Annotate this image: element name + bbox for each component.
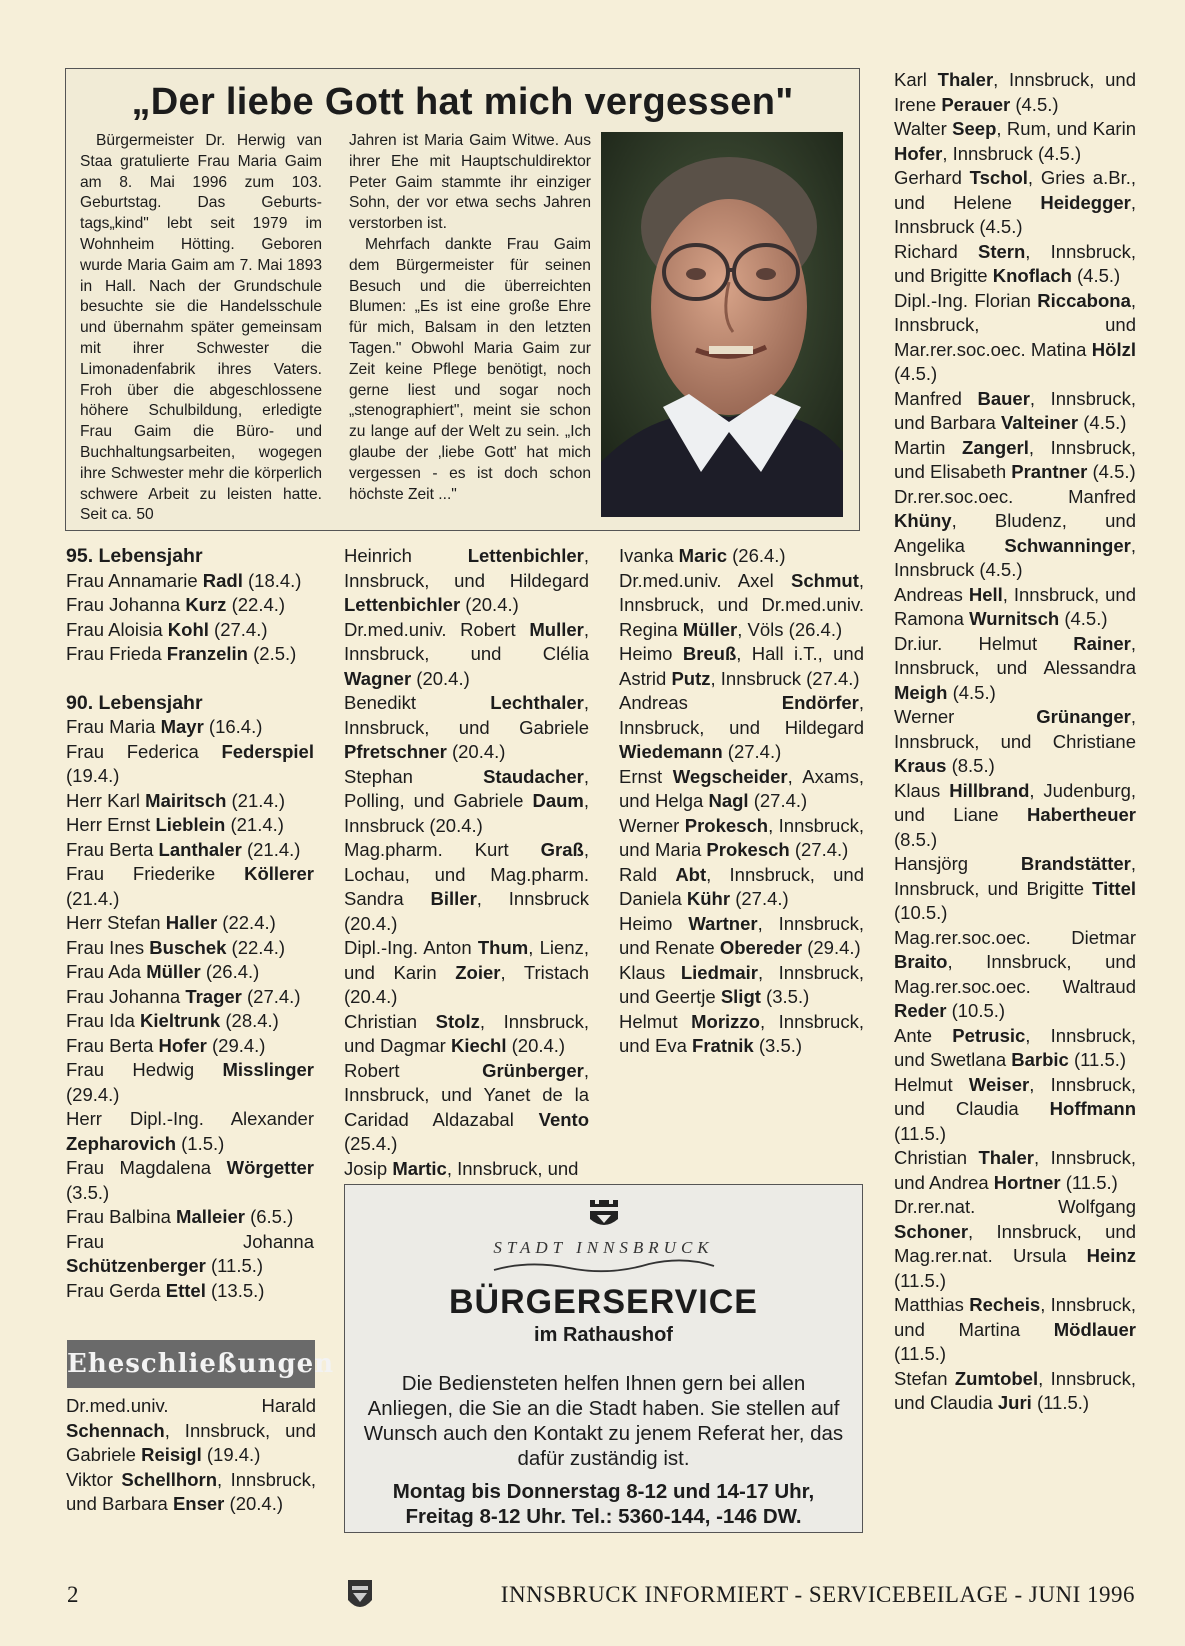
marriage-entry: Ante Petrusic, Innsbruck, und Swetlana Barbic (11.5.) xyxy=(894,1024,1136,1070)
feature-article xyxy=(65,68,860,531)
birthday-entry: Herr Dipl.-Ing. Alexander Zepharovich (1.5.) xyxy=(66,1108,314,1154)
marriage-entry: Benedikt Lechthaler, Innsbruck, und Gabriele Pfretschner (20.4.) xyxy=(344,692,589,762)
marriage-entry: Josip Martic, Innsbruck, und xyxy=(344,1157,579,1179)
marriage-entry: Mag.pharm. Kurt Graß, Lochau, und Mag.pharm. Sandra Biller, Innsbruck (20.4.) xyxy=(344,839,589,934)
feature-text-col2 xyxy=(349,131,591,505)
marriage-entry: Gerhard Tschol, Gries a.Br., und Helene Heidegger, Innsbruck (4.5.) xyxy=(894,167,1136,237)
marriage-entry: Rald Abt, Innsbruck, und Daniela Kühr (27.4.) xyxy=(619,863,864,909)
marriage-entry: Klaus Liedmair, Innsbruck, und Geertje Sligt (3.5.) xyxy=(619,961,864,1007)
marriage-entry: Heinrich Lettenbichler, Innsbruck, und Hildegard Lettenbichler (20.4.) xyxy=(344,545,589,615)
marriage-list-4 xyxy=(894,68,1136,1416)
marriage-entry: Heimo Breuß, Hall i.T., und Astrid Putz, Innsbruck (27.4.) xyxy=(619,643,865,689)
service-title: BÜRGERSERVICE xyxy=(449,1283,758,1321)
innsbruck-crest-icon xyxy=(346,1578,374,1619)
city-logo-swoosh xyxy=(345,1258,862,1279)
birthday-entry: Frau Maria Mayr (16.4.) xyxy=(66,716,263,737)
birthday-entry: Frau Federica Federspiel (19.4.) xyxy=(66,740,314,786)
marriage-entry: Ernst Wegscheider, Axams, und Helga Nagl (27.4.) xyxy=(619,765,864,811)
marriage-entry: Richard Stern, Innsbruck, und Brigitte Knoflach (4.5.) xyxy=(894,240,1136,286)
service-subtitle: im Rathaushof xyxy=(534,1324,673,1346)
marriage-entry: Stephan Staudacher, Polling, und Gabriele Daum, Innsbruck (20.4.) xyxy=(344,765,589,836)
marriage-entry: Karl Thaler, Innsbruck, und Irene Perauer (4.5.) xyxy=(894,69,1136,115)
birthday-entry: Frau Hedwig Misslinger (29.4.) xyxy=(66,1059,314,1105)
portrait-photo xyxy=(601,132,843,517)
page-number: 2 xyxy=(67,1582,79,1607)
birthday-entry: Frau Ada Müller (26.4.) xyxy=(66,961,260,982)
marriage-entry: Helmut Weiser, Innsbruck, und Claudia Hoffmann (11.5.) xyxy=(894,1073,1136,1144)
birthday-list-90 xyxy=(66,715,314,1303)
marriage-entry: Klaus Hillbrand, Judenburg, und Liane Habertheuer (8.5.) xyxy=(894,779,1137,850)
birthday-list-95 xyxy=(66,569,314,667)
marriage-entry: Mag.rer.soc.oec. Dietmar Braito, Innsbruck, und Mag.rer.soc.oec. Waltraud Reder (10.5.) xyxy=(894,926,1136,1021)
buergerservice-box xyxy=(344,1184,863,1533)
marriage-entry: Matthias Recheis, Innsbruck, und Martina Mödlauer (11.5.) xyxy=(894,1294,1136,1364)
marriages-heading: Eheschließungen xyxy=(67,1340,315,1388)
marriage-entry: Werner Prokesch, Innsbruck, und Maria Prokesch (27.4.) xyxy=(619,814,864,860)
birthday-entry: Frau Friederike Köllerer (21.4.) xyxy=(66,863,314,909)
marriage-entry: Robert Grünberger, Innsbruck, und Yanet de la Caridad Aldazabal Vento (25.4.) xyxy=(344,1059,589,1154)
birthday-entry: Frau Annamarie Radl (18.4.) xyxy=(66,569,302,591)
birthday-entry: Frau Gerda Ettel (13.5.) xyxy=(66,1279,265,1301)
city-name: STADT INNSBRUCK xyxy=(493,1238,714,1257)
marriage-list-1 xyxy=(66,1394,316,1517)
marriage-entry: Stefan Zumtobel, Innsbruck, und Claudia Juri (11.5.) xyxy=(894,1367,1136,1413)
column-1 xyxy=(66,544,314,1303)
marriage-entry: Dr.med.univ. Axel Schmut, Innsbruck, und Dr.med.univ. Regina Müller, Völs (26.4.) xyxy=(619,569,864,640)
marriage-list-3 xyxy=(619,544,864,1059)
section-heading: 95. Lebensjahr xyxy=(66,545,203,567)
feature-text-col1 xyxy=(80,131,322,526)
service-hours: Montag bis Donnerstag 8-12 und 14-17 Uhr, Freitag 8-12 Uhr. Tel.: 5360-144, -146 DW. xyxy=(392,1480,815,1528)
birthday-entry: Frau Johanna Trager (27.4.) xyxy=(66,985,301,1007)
birthday-entry: Frau Aloisia Kohl (27.4.) xyxy=(66,618,268,640)
marriage-entry: Ivanka Maric (26.4.) xyxy=(619,545,786,566)
marriage-entry: Dr.rer.soc.oec. Manfred Khüny, Bludenz, und Angelika Schwanninger, Innsbruck (4.5.) xyxy=(894,485,1136,580)
birthday-entry: Frau Ida Kieltrunk (28.4.) xyxy=(66,1010,279,1031)
birthday-entry: Frau Frieda Franzelin (2.5.) xyxy=(66,643,297,664)
birthday-entry: Frau Magdalena Wörgetter (3.5.) xyxy=(66,1157,314,1203)
birthday-entry: Herr Ernst Lieblein (21.4.) xyxy=(66,814,284,835)
birthday-entry: Frau Ines Buschek (22.4.) xyxy=(66,936,286,958)
marriage-entry: Andreas Endörfer, Innsbruck, und Hildegard Wiedemann (27.4.) xyxy=(619,692,864,762)
marriage-entry: Werner Grünanger, Innsbruck, und Christiane Kraus (8.5.) xyxy=(894,706,1136,776)
city-crest-icon xyxy=(345,1197,862,1236)
marriage-entry: Dr.med.univ. Robert Muller, Innsbruck, und Clélia Wagner (20.4.) xyxy=(344,618,589,689)
marriage-entry: Walter Seep, Rum, und Karin Hofer, Innsbruck (4.5.) xyxy=(894,118,1136,164)
feature-paragraph: Mehrfach dankte Frau Gaim dem Bürgermeister für seinen Besuch und die überreichten Blumen: „Es ist eine große Ehre für mich, Balsam in den letzten Tagen." Obwohl Maria Gaim zur Zeit keine Pflege benötigt, noch gerne liest und sogar noch „stenographiert", meint sie schon zu lange auf der Welt zu sein. „Ich glaube der ‚liebe Gott' hat mich vergessen - es ist doch schon höchste Zeit ..." xyxy=(349,235,591,503)
marriage-entry: Dr.rer.nat. Wolfgang Schoner, Innsbruck, und Mag.rer.nat. Ursula Heinz (11.5.) xyxy=(894,1196,1136,1291)
birthday-entry: Frau Johanna Kurz (22.4.) xyxy=(66,594,286,615)
marriage-entry: Dipl.-Ing. Florian Riccabona, Innsbruck, und Mar.rer.soc.oec. Matina Hölzl (4.5.) xyxy=(894,289,1136,384)
birthday-entry: Herr Stefan Haller (22.4.) xyxy=(66,912,276,933)
marriage-list-2 xyxy=(344,544,589,1181)
birthday-entry: Frau Berta Hofer (29.4.) xyxy=(66,1034,266,1056)
birthday-entry: Frau Berta Lanthaler (21.4.) xyxy=(66,838,301,860)
marriage-entry: Dr.iur. Helmut Rainer, Innsbruck, und Alessandra Meigh (4.5.) xyxy=(894,632,1136,703)
marriage-entry: Andreas Hell, Innsbruck, und Ramona Wurnitsch (4.5.) xyxy=(894,583,1136,629)
marriage-entry: Dipl.-Ing. Anton Thum, Lienz, und Karin Zoier, Tristach (20.4.) xyxy=(344,937,589,1007)
marriage-entry: Dr.med.univ. Harald Schennach, Innsbruck, und Gabriele Reisigl (19.4.) xyxy=(66,1395,316,1465)
birthday-entry: Frau Johanna Schützenberger (11.5.) xyxy=(66,1230,314,1276)
marriage-entry: Manfred Bauer, Innsbruck, und Barbara Valteiner (4.5.) xyxy=(894,387,1136,433)
marriage-entry: Christian Thaler, Innsbruck, und Andrea Hortner (11.5.) xyxy=(894,1147,1136,1193)
marriage-entry: Christian Stolz, Innsbruck, und Dagmar Kiechl (20.4.) xyxy=(344,1010,589,1056)
section-heading: 90. Lebensjahr xyxy=(66,691,203,714)
marriage-entry: Helmut Morizzo, Innsbruck, und Eva Fratnik (3.5.) xyxy=(619,1010,864,1056)
publication-line: INNSBRUCK INFORMIERT - SERVICEBEILAGE - JUNI 1996 xyxy=(500,1582,1135,1607)
marriage-entry: Viktor Schellhorn, Innsbruck, und Barbara Enser (20.4.) xyxy=(66,1468,316,1514)
feature-paragraph: Bürgermeister Dr. Herwig van Staa gratulierte Frau Maria Gaim am 8. Mai 1996 zum 103. Geburtstag. Das Geburtstags„kind" lebt seit 1979 im Wohnheim Hötting. Geboren wurde Maria Gaim am 7. Mai 1893 in Hall. Nach der Grundschule besuchte sie die Handelsschule und übernahm später gemeinsam mit ihrer Schwester die Limonadenfabrik ihres Vaters. Froh über die abgeschlossene höhere Schulbildung, erledigte Frau Gaim die Büro- und Buchhaltungsarbeiten, wogegen ihre Schwester mehr die körperlich schwere Arbeit zu leisten hatte. Seit ca. 50 xyxy=(80,132,322,524)
marriage-entry: Heimo Wartner, Innsbruck, und Renate Obereder (29.4.) xyxy=(619,912,864,958)
birthday-entry: Frau Balbina Malleier (6.5.) xyxy=(66,1206,294,1227)
feature-paragraph: Jahren ist Maria Gaim Witwe. Aus ihrer Ehe mit Hauptschuldirektor Peter Gaim stammte ihr einziger Sohn, der vor etwa sechs Jahren verstorben ist. xyxy=(349,132,591,233)
marriage-entry: Martin Zangerl, Innsbruck, und Elisabeth Prantner (4.5.) xyxy=(894,436,1136,482)
birthday-entry: Herr Karl Mairitsch (21.4.) xyxy=(66,789,285,811)
marriage-entry: Hansjörg Brandstätter, Innsbruck, und Brigitte Tittel (10.5.) xyxy=(894,853,1136,923)
service-body: Die Bediensteten helfen Ihnen gern bei allen Anliegen, die Sie an die Stadt haben. Sie stellen auf Wunsch auch den Kontakt zu jenem Referat her, das dafür zuständig ist. xyxy=(363,1372,844,1470)
feature-title: „Der liebe Gott hat mich vergessen" xyxy=(131,81,794,123)
